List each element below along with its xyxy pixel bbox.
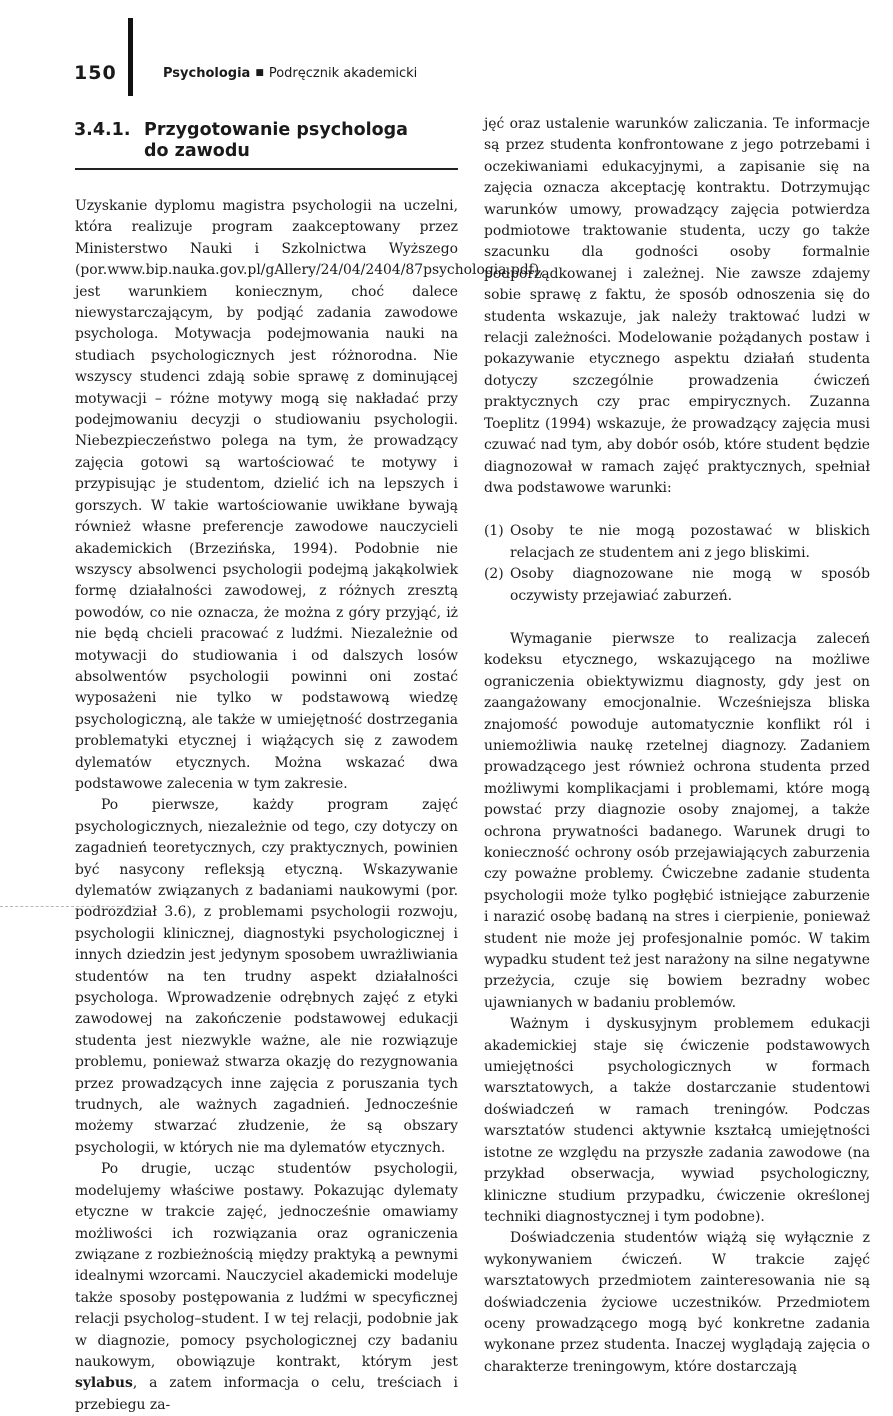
section-heading bbox=[74, 120, 458, 162]
section-number: 3.4.1. bbox=[74, 120, 131, 140]
running-head bbox=[163, 66, 417, 81]
paragraph bbox=[75, 1159, 458, 1416]
right-column bbox=[484, 114, 870, 1378]
list-text: Osoby diagnozowane nie mogą w sposób oczywisty przejawiać zaburzeń. bbox=[510, 566, 870, 604]
conditions-list bbox=[484, 521, 870, 607]
paragraph: jęć oraz ustalenie warunków zaliczania. Te informacje są przez studenta konfrontowane z jego potrzebami i oczekiwaniami edukacyjnymi, a zapisanie się na zajęcia oznacza akceptację kontraktu. Dotrzymując warunków umowy, prowadzący zajęcia potwierdza podmiotowe traktowanie studenta, uczy go także szacunku dla godności osoby formalnie podporządkowanej i zależnej. Nie zawsze zdajemy sobie sprawę z faktu, że sposób odnoszenia się do studenta wskazuje, jak należy traktować ludzi w relacji zależności. Modelowanie pożądanych postaw i pokazywanie etycznego aspektu działań studenta dotyczy szczególnie prowadzenia ćwiczeń praktycznych czy prac empirycznych. Zuzanna Toeplitz (1994) wskazuje, że prowadzący zajęcia musi czuwać nad tym, aby dobór osób, które student będzie diagnozował w ramach zajęć praktycznych, spełniał dwa podstawowe warunki: bbox=[484, 116, 870, 496]
heading-rule bbox=[75, 168, 458, 170]
left-column bbox=[75, 196, 544, 1416]
book-type: Podręcznik akademicki bbox=[268, 66, 418, 81]
paragraph: Uzyskanie dyplomu magistra psychologii na uczelni, która realizuje program zaakceptowany przez Ministerstwo Nauki i Szkolnictwa Wyższego (por.www.bip.nauka.gov.pl/gAllery/24/04/2404/87psychologia.pdf), jest warunkiem koniecznym, choć dalece niewystarczającym, by podjąć zadania zawodowe psychologa. Motywacja podejmowania nauki na studiach psychologicznych jest różnorodna. Nie wszyscy studenci zdają sobie sprawę z dominującej motywacji – różne motywy mogą się nakładać przy podejmowaniu decyzji o studiowaniu psychologii. Niebezpieczeństwo polega na tym, że prowadzący zajęcia gotowi są wartościować te motywy i przypisując je studentom, dzielić ich na lepszych i gorszych. W takie wartościowanie uwikłane bywają również własne preferencje zawodowe nauczycieli akademickich (Brzezińska, 1994). Podobnie nie wszyscy absolwenci psychologii podejmą jakąkolwiek formę działalności zawodowej, z różnych zresztą powodów, co nie oznacza, że można z góry przyjąć, iż nie będą chcieli pracować z ludźmi. Niezależnie od motywacji do studiowania i od dalszych losów absolwentów psychologii powinni oni zostać wyposażeni nie tylko w podstawową wiedzę psychologiczną, ale także w umiejętność dostrzegania problematyki etycznej i wiążących się z zawodem dylematów etycznych. Można wskazać dwa podstawowe zalecenia w tym zakresie. bbox=[75, 198, 544, 792]
paragraph: Wymaganie pierwsze to realizacja zaleceń kodeksu etycznego, wskazującego na możliwe ograniczenia obiektywizmu diagnosty, gdy jest on zaangażowany emocjonalnie. Wcześniejsza bliska znajomość powoduje automatycznie konflikt ról i uniemożliwia naukę rzetelnej diagnozy. Zadaniem prowadzącego jest również ochrona studenta przed możliwymi komplikacjami i problemami, które mogą powstać przy diagnozie osoby znajomej, a także ochrona prywatności badanego. Warunek drugi to konieczność ochrony osób przejawiających zaburzenia czy poważne problemy. Ćwiczebne zadanie studenta psychologii może tylko pogłębić istniejące zaburzenie i narazić osobę badaną na stres i cierpienie, ponieważ student nie może jej profesjonalnie pomóc. W takim wypadku student też jest narażony na silne negatywne przeżycia, czuje się bowiem bezradny wobec ujawnianych w badaniu problemów. bbox=[484, 630, 870, 1011]
paragraph: Ważnym i dyskusyjnym problemem edukacji akademickiej staje się ćwiczenie podstawowych umiejętności psychologicznych w formach warsztatowych, a także dostarczanie studentowi doświadczeń w ramach treningów. Podczas warsztatów studenci aktywnie kształcą umiejętności istotne ze względu na przyszłe zadania zawodowe (na przykład obserwacja, wywiad psychologiczny, kliniczne studium przypadku, ćwiczenie określonej techniki diagnostycznej i tym podobne). bbox=[484, 1016, 870, 1225]
paragraph: Po pierwsze, każdy program zajęć psychologicznych, niezależnie od tego, czy dotyczy on zagadnień teoretycznych, czy praktycznych, powinien być nasycony refleksją etyczną. Wskazywanie dylematów związanych z badaniami naukowymi (por. podrozdział 3.6), z problemami psychologii rozwoju, psychologii klinicznej, diagnostyki psychologicznej i innych dziedzin jest jedynym sposobem uwrażliwiania studentów na ten trudny aspekt działalności psychologa. Wprowadzenie odrębnych zajęć z etyki zawodowej na zakończenie podstawowej edukacji studenta jest niezwykle ważne, ale nie rozwiązuje problemu, ponieważ stwarza okazję do rezygnowania przez prowadzących inne zajęcia z poruszania tych trudnych, ale ważnych zagadnień. Jednocześnie możemy stwarzać złudzenie, że są obszary psychologii, w których nie ma dylematów etycznych. bbox=[75, 797, 458, 1156]
bold-term: sylabus bbox=[75, 1375, 133, 1392]
page-number: 150 bbox=[74, 62, 117, 84]
scan-artifact bbox=[0, 906, 140, 927]
list-marker: (2) bbox=[484, 566, 504, 583]
list-item bbox=[484, 521, 870, 564]
section-title-line2: do zawodu bbox=[144, 141, 250, 161]
paragraph-text: Po drugie, ucząc studentów psychologii, modelujemy właściwe postawy. Pokazując dylematy etyczne w trakcie zajęć, jednocześnie omawiamy możliwości ich rozwiązania oraz ograniczenia związane z rozbieżnością między praktyką a pewnymi idealnymi wzorcami. Nauczyciel akademicki modeluje także sposoby postępowania z ludźmi w specyficznej relacji psycholog–student. I w tej relacji, podobnie jak w diagnozie, pomocy psychologicznej czy badaniu naukowym, obowiązuje kontrakt, którym jest bbox=[75, 1161, 458, 1370]
paragraph-text: , a zatem informacja o celu, treściach i przebiegu za- bbox=[75, 1375, 458, 1413]
section-title-line1: Przygotowanie psychologa bbox=[144, 120, 408, 140]
list-item bbox=[484, 564, 870, 607]
list-text: Osoby te nie mogą pozostawać w bliskich relacjach ze studentem ani z jego bliskimi. bbox=[510, 523, 870, 561]
paragraph: Doświadczenia studentów wiążą się wyłącznie z wykonywaniem ćwiczeń. W trakcie zajęć warsztatowych przedmiotem zainteresowania nie są doświadczenia życiowe uczestników. Przedmiotem oceny prowadzącego mogą być konkretne zadania wykonane przez studenta. Inaczej wyglądają zajęcia o charakterze treningowym, które dostarczają bbox=[484, 1230, 870, 1375]
separator-icon: ■ bbox=[255, 68, 264, 78]
header-bar bbox=[128, 18, 133, 96]
book-subject: Psychologia bbox=[163, 66, 251, 81]
list-marker: (1) bbox=[484, 523, 504, 540]
